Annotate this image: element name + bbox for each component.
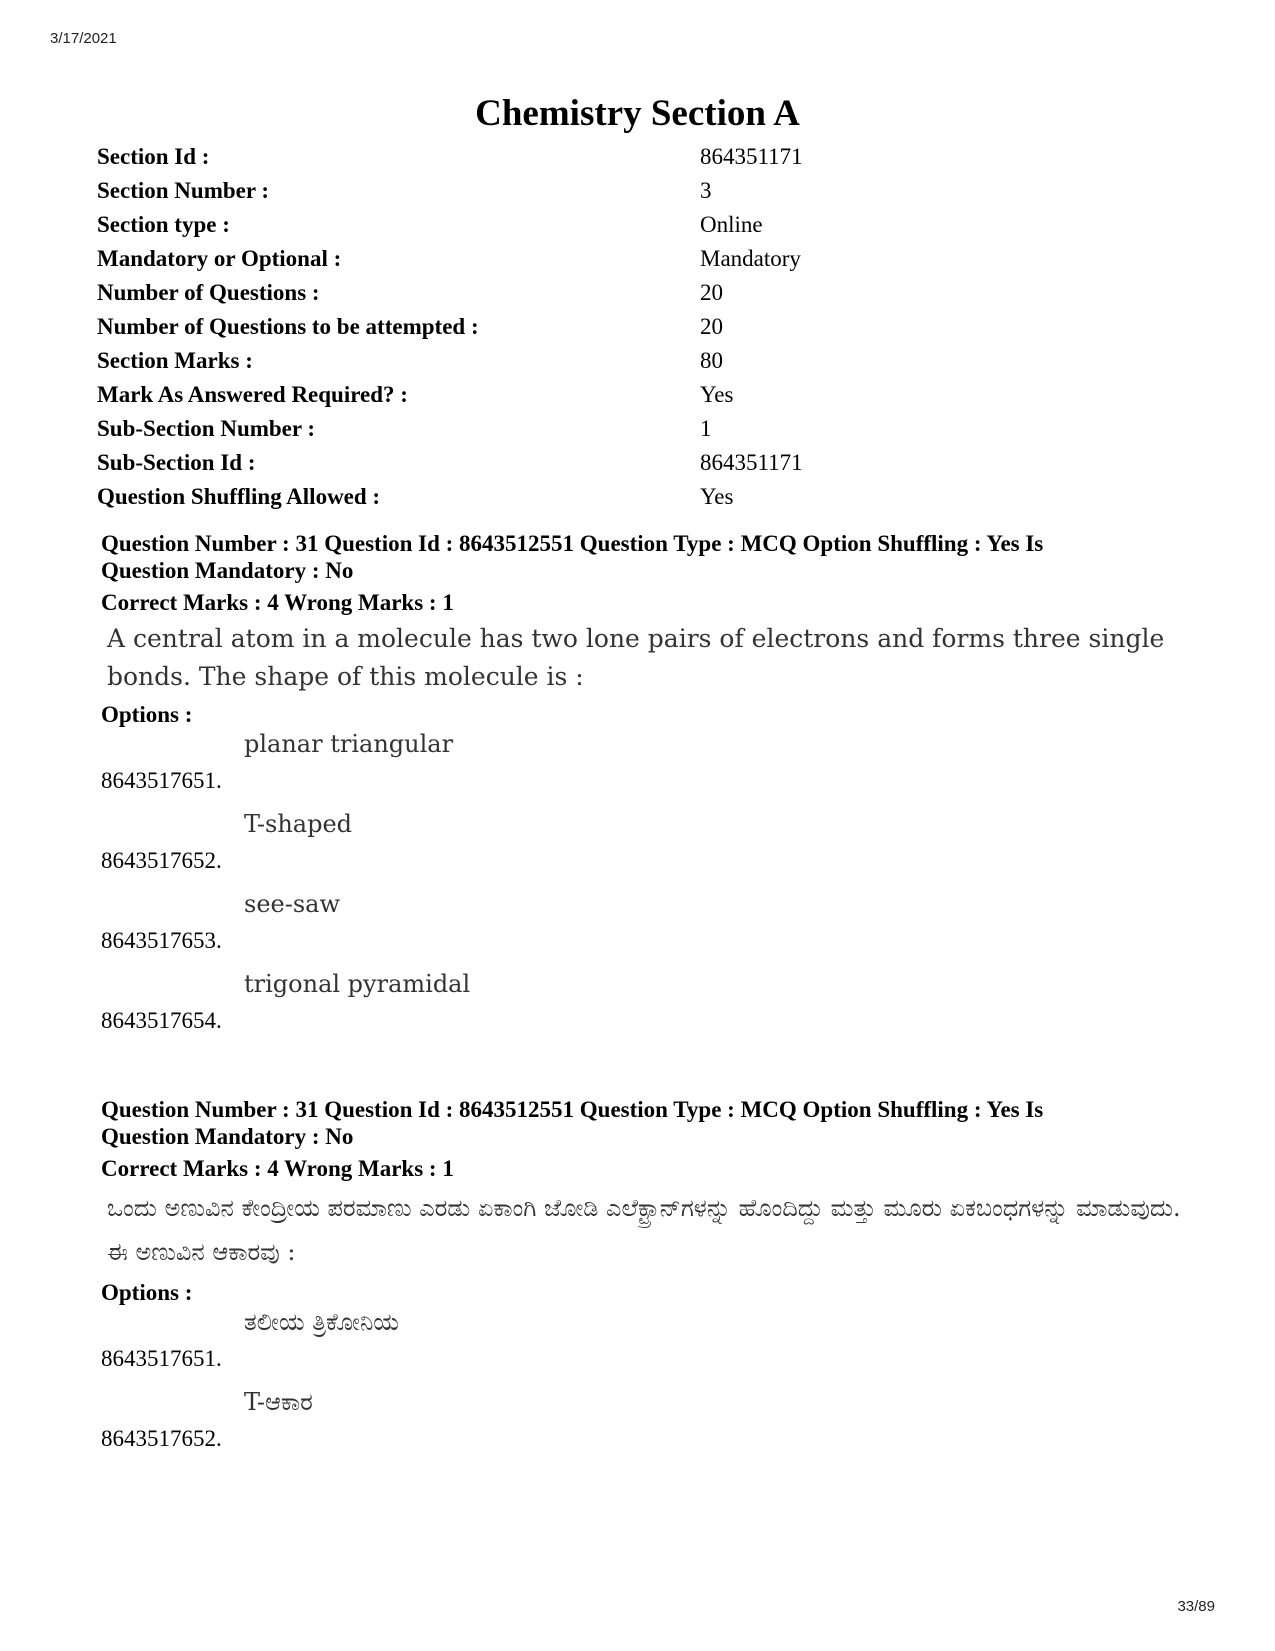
info-row-subsection-id [97, 446, 1097, 480]
options-label: Options : [101, 702, 193, 727]
option-id: 8643517651. [101, 1346, 222, 1371]
info-row-mark-answered [97, 378, 1097, 412]
info-value: Yes [700, 484, 734, 509]
question-marks: Correct Marks : 4 Wrong Marks : 1 [101, 1156, 454, 1181]
info-label: Number of Questions to be attempted : [97, 314, 479, 339]
question-header: Question Number : 31 Question Id : 8643512551 Question Type : MCQ Option Shuffling : Yes Is Question Mandatory : No [101, 531, 1044, 583]
options-label: Options : [101, 1280, 193, 1305]
option-item [101, 1386, 1201, 1466]
question-text: A central atom in a molecule has two lone pairs of electrons and forms three single bonds. The shape of this molecule is : [107, 624, 1165, 691]
info-label: Mark As Answered Required? : [97, 382, 408, 407]
option-item [101, 808, 1201, 888]
option-id: 8643517651. [101, 768, 222, 793]
info-value: 864351171 [700, 450, 803, 475]
option-item [101, 1306, 1201, 1386]
option-id: 8643517653. [101, 928, 222, 953]
option-id: 8643517652. [101, 848, 222, 873]
section-title: Chemistry Section A [475, 93, 800, 134]
info-value: 20 [700, 280, 723, 305]
info-row-question-shuffling [97, 480, 1097, 514]
option-item [101, 888, 1201, 968]
question-marks: Correct Marks : 4 Wrong Marks : 1 [101, 590, 454, 615]
info-label: Number of Questions : [97, 280, 320, 305]
info-row-section-number [97, 174, 1097, 208]
question-block-kannada [101, 1096, 1201, 1466]
option-item [101, 728, 1201, 808]
info-label: Section Number : [97, 178, 270, 203]
option-id: 8643517652. [101, 1426, 222, 1451]
info-label: Section type : [97, 212, 230, 237]
option-id: 8643517654. [101, 1008, 222, 1033]
option-text: T-shaped [244, 810, 353, 838]
option-item [101, 968, 1201, 1048]
info-value: 1 [700, 416, 712, 441]
question-block-english [101, 530, 1201, 1048]
info-label: Mandatory or Optional : [97, 246, 342, 271]
question-text: ಒಂದು ಅಣುವಿನ ಕೇಂದ್ರೀಯ ಪರಮಾಣು ಎರಡು ಏಕಾಂಗಿ ಜೋಡಿ ಎಲೆಕ್ಟ್ರಾನ್‌ಗಳನ್ನು ಹೊಂದಿದ್ದು ಮತ್ತು ಮೂರು ಏಕಬಂಧಗಳನ್ನು ಮಾಡುವುದು. ಈ ಅಣುವಿನ ಆಕಾರವು : [107, 1194, 1181, 1266]
option-text: planar triangular [244, 730, 454, 758]
option-text: see-saw [244, 890, 340, 918]
option-text: trigonal pyramidal [244, 970, 471, 998]
info-label: Question Shuffling Allowed : [97, 484, 381, 509]
option-text: T-ಆಕಾರ [244, 1388, 313, 1416]
page-number: 33/89 [1177, 1598, 1215, 1615]
info-label: Sub-Section Number : [97, 416, 316, 441]
info-value: Mandatory [700, 246, 801, 271]
info-value: 20 [700, 314, 723, 339]
info-row-subsection-number [97, 412, 1097, 446]
info-value: Yes [700, 382, 734, 407]
print-date: 3/17/2021 [50, 30, 117, 47]
info-row-question-count [97, 276, 1097, 310]
info-value: 80 [700, 348, 723, 373]
info-row-section-id [97, 140, 1097, 174]
info-value: 864351171 [700, 144, 803, 169]
info-value: Online [700, 212, 763, 237]
info-row-mandatory [97, 242, 1097, 276]
info-label: Sub-Section Id : [97, 450, 256, 475]
info-row-questions-attempted [97, 310, 1097, 344]
info-label: Section Marks : [97, 348, 253, 373]
info-row-section-marks [97, 344, 1097, 378]
option-text: ತಲೀಯ ತ್ರಿಕೋನಿಯ [244, 1308, 400, 1336]
section-info-table [97, 140, 1097, 514]
info-value: 3 [700, 178, 712, 203]
info-row-section-type [97, 208, 1097, 242]
question-header: Question Number : 31 Question Id : 8643512551 Question Type : MCQ Option Shuffling : Yes Is Question Mandatory : No [101, 1097, 1044, 1149]
info-label: Section Id : [97, 144, 210, 169]
